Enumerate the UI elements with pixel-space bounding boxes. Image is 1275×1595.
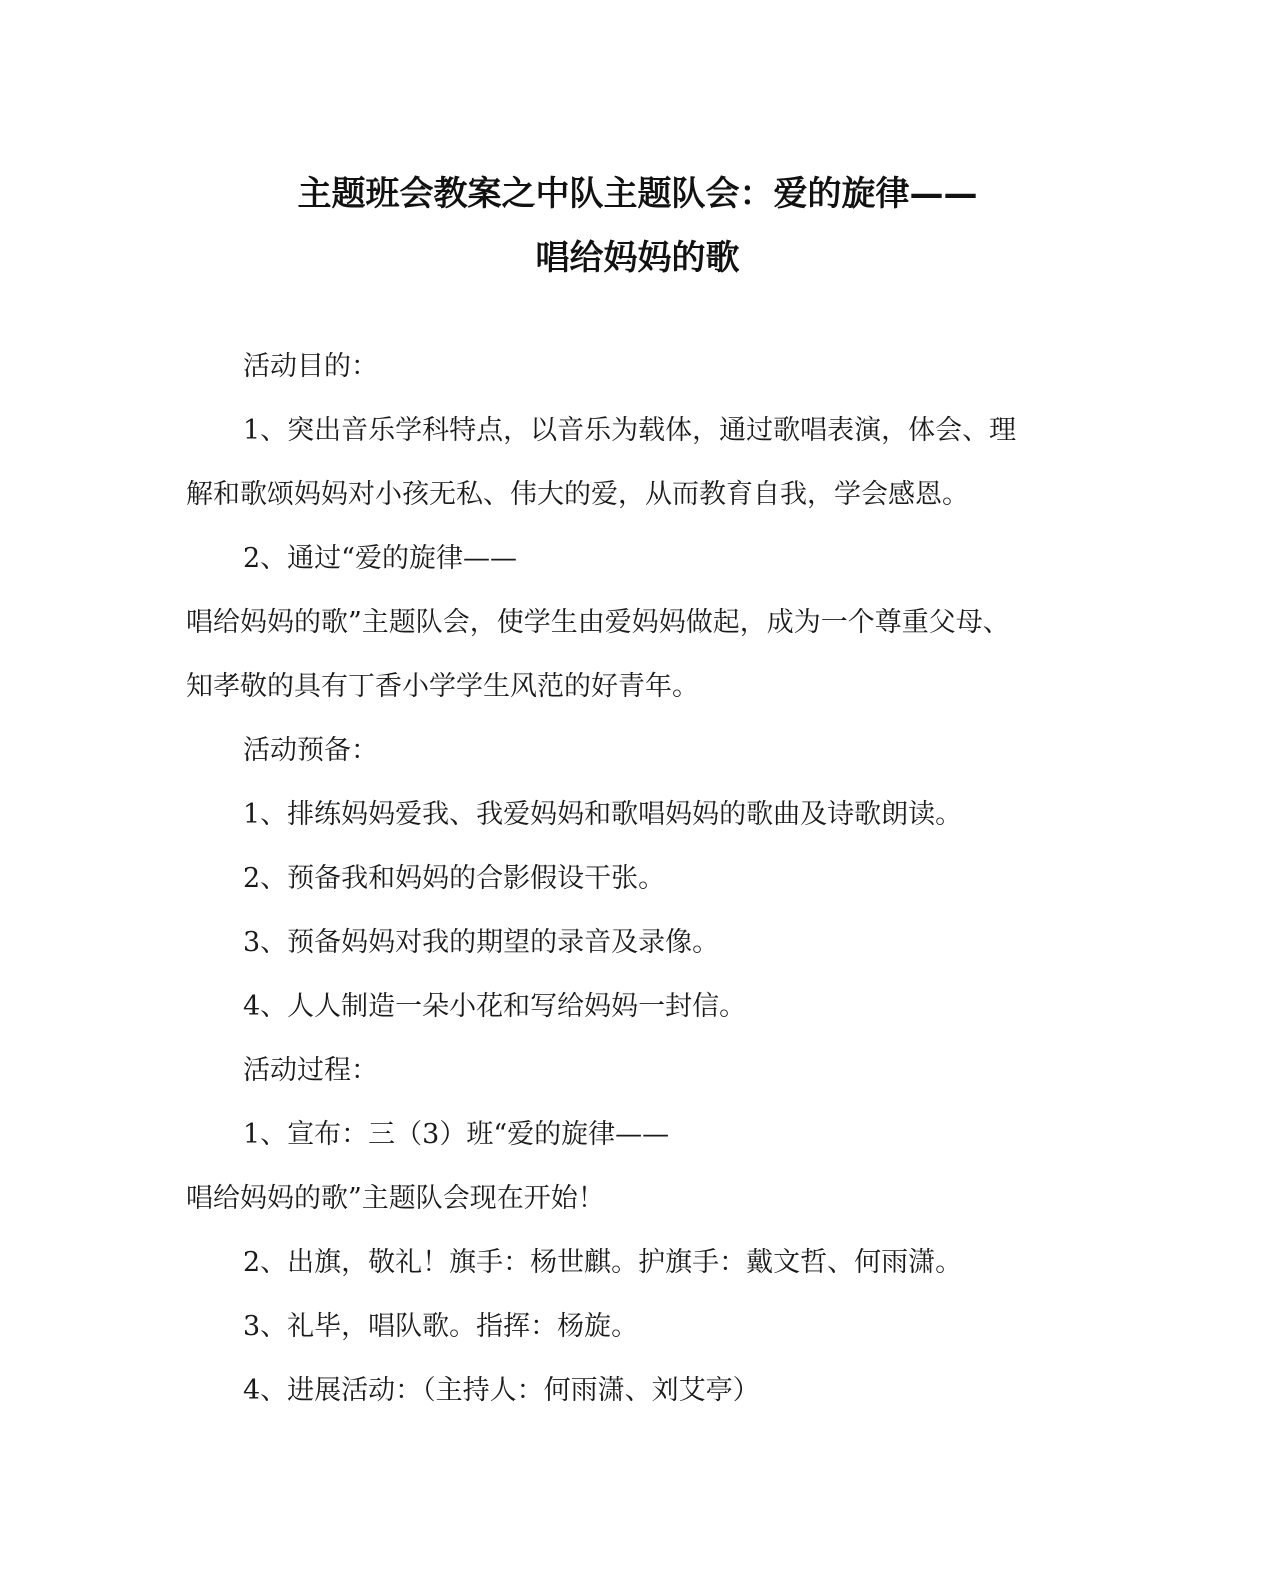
document-body: [186, 345, 1066, 1433]
paragraph-line: 唱给妈妈的歌”主题队会现在开始！: [186, 1183, 605, 1214]
document-title-line-2: 唱给妈妈的歌: [535, 238, 740, 278]
paragraph-line: 1、突出音乐学科特点，以音乐为载体，通过歌唱表演，体会、理: [243, 415, 1017, 446]
paragraph-line: 1、排练妈妈爱我、我爱妈妈和歌唱妈妈的歌曲及诗歌朗读。: [243, 799, 963, 830]
paragraph-line: 活动目的：: [243, 351, 378, 382]
paragraph-line: 活动预备：: [243, 735, 378, 766]
document-title-line-1: 主题班会教案之中队主题队会：爱的旋律——: [297, 174, 978, 214]
paragraph-line: 1、宣布：三（3）班“爱的旋律——: [243, 1119, 670, 1150]
paragraph-line: 3、预备妈妈对我的期望的录音及录像。: [243, 927, 720, 958]
paragraph-line: 3、礼毕，唱队歌。指挥：杨旋。: [243, 1311, 639, 1342]
paragraph-line: 活动过程：: [243, 1055, 378, 1086]
paragraph-line: 2、通过“爱的旋律——: [243, 543, 517, 574]
paragraph-line: 解和歌颂妈妈对小孩无私、伟大的爱，从而教育自我，学会感恩。: [186, 479, 969, 510]
paragraph-line: 2、预备我和妈妈的合影假设干张。: [243, 863, 666, 894]
paragraph-line: 4、进展活动：（主持人：何雨潇、刘艾亭）: [243, 1375, 760, 1406]
paragraph-line: 知孝敬的具有丁香小学学生风范的好青年。: [186, 671, 699, 702]
paragraph-line: 唱给妈妈的歌”主题队会，使学生由爱妈妈做起，成为一个尊重父母、: [186, 607, 1010, 638]
paragraph-line: 4、人人制造一朵小花和写给妈妈一封信。: [243, 991, 747, 1022]
paragraph-line: 2、出旗，敬礼！旗手：杨世麒。护旗手：戴文哲、何雨潇。: [243, 1247, 963, 1278]
